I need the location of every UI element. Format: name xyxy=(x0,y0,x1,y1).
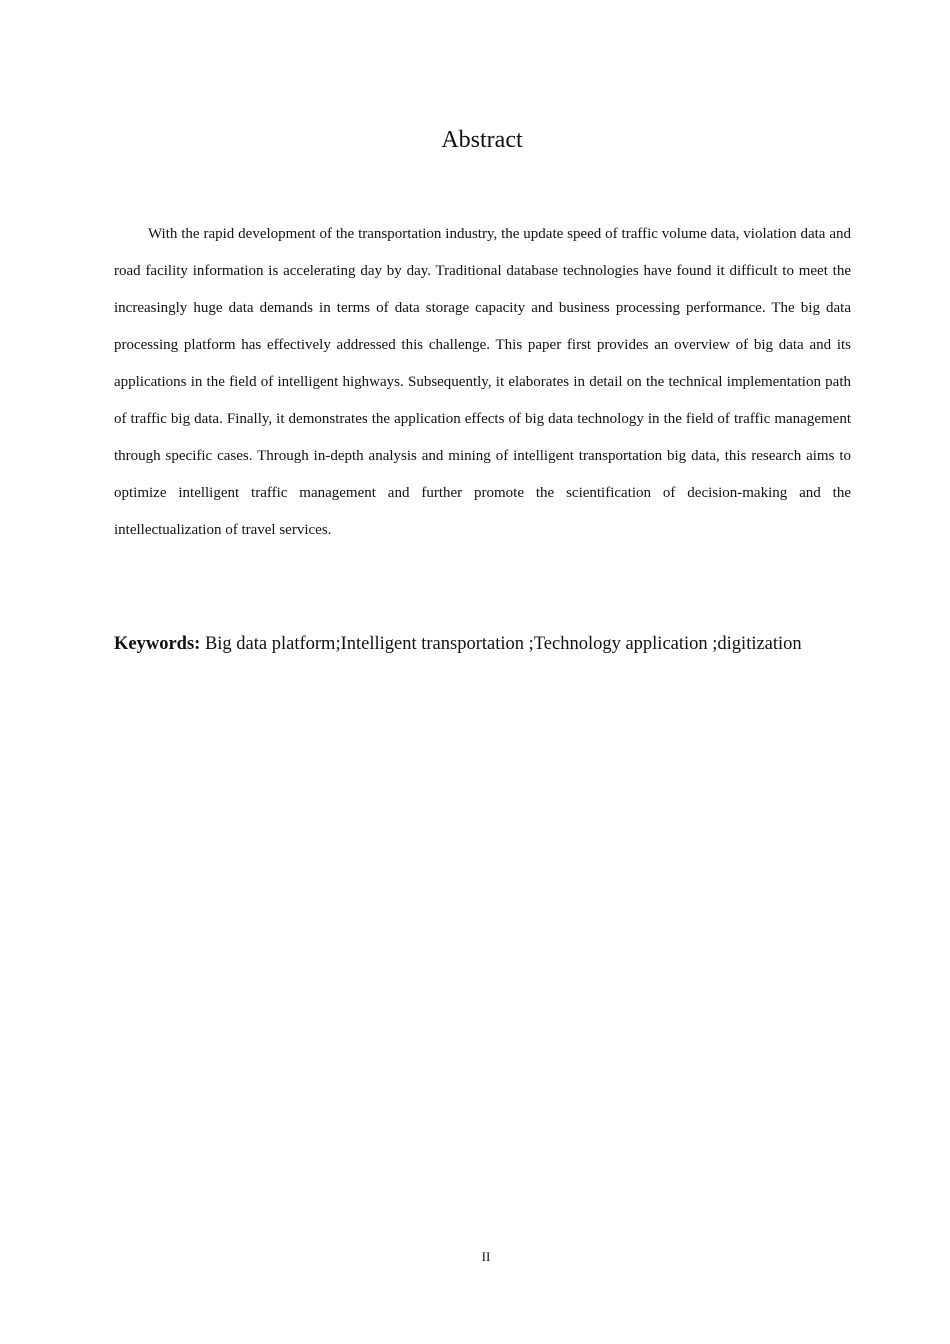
keywords-label: Keywords: xyxy=(114,634,201,654)
abstract-title: Abstract xyxy=(441,127,523,153)
keywords-list: Big data platform;Intelligent transportation ;Technology application ;digitization xyxy=(200,634,802,654)
page-number: II xyxy=(481,1249,491,1264)
abstract-paragraph: With the rapid development of the transportation industry, the update speed of traffic volume data, violation data and road facility information is accelerating day by day. Traditional database technologies have found it difficult to meet the increasingly huge data demands in terms of data storage capacity and business processing performance. The big data processing platform has effectively addressed this challenge. This paper first provides an overview of big data and its applications in the field of intelligent highways. Subsequently, it elaborates in detail on the technical implementation path of traffic big data. Finally, it demonstrates the application effects of big data technology in the field of traffic management through specific cases. Through in-depth analysis and mining of intelligent transportation big data, this research aims to optimize intelligent traffic management and further promote the scientification of decision-making and the intellectualization of travel services. xyxy=(114,226,851,538)
keywords-line xyxy=(114,630,874,658)
